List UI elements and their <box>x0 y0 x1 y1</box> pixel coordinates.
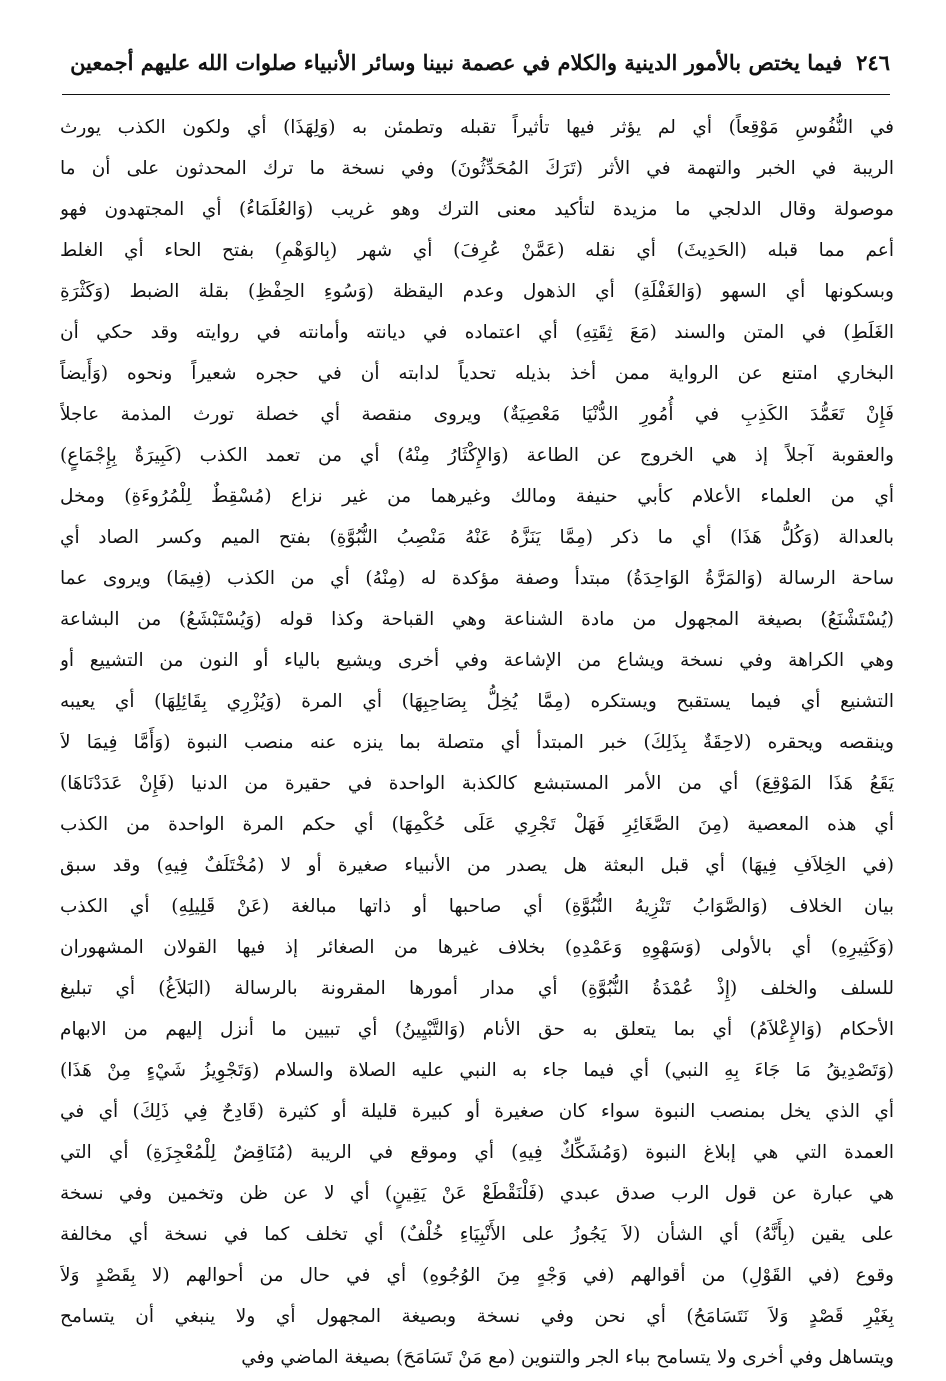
text-line: للسلف والخلف (إِذْ عُمْدَةُ النُّبُوَّةِ) أي مدار أمورها المقرونة بالرسالة (البَلاَغُ) أي تبليغ <box>60 978 894 999</box>
text-line: (وَكَثِيرِهِ) أي بالأولى (وَسَهْوِهِ وَعَمْدِهِ) بخلاف غيرها من الصغائر إذ فيها القولان المشهوران <box>60 937 894 958</box>
text-line: أي هذه المعصية (مِنَ الصَّغَائِرِ فَهَلْ تَجْرِي عَلَى حُكْمِهَا) أي حكم المرة الواحدة من الكذب <box>60 814 894 835</box>
text-line: وقوع (في القَوْلِ) من أقوالهم (في وَجْهٍ مِنَ الوُجُوهِ) أي في حال من أحوالهم (لا بِقَصْدٍ وَلاَ <box>60 1265 894 1286</box>
page-number: ٢٤٦ <box>856 49 890 75</box>
text-line: يَقَعُ هَذَا المَوْقِعَ) أي من الأمر المستبشع كالكذبة الواحدة في حقيرة من الدنيا (فَإِنْ عَدَدْنَاهَا) <box>60 773 894 794</box>
text-line: وهي الكراهة وفي نسخة ويشاع من الإشاعة وفي أخرى ويشيع بالياء أو النون من التشييع أو <box>60 650 894 671</box>
text-line: (يُسْتَشْنَعُ) بصيغة المجهول من مادة الشناعة وهي القباحة وكذا قوله (وَيُسْتَبْشَعُ) من البشاعة <box>60 609 894 630</box>
running-header <box>58 42 890 82</box>
text-line: فَإِنْ تَعَمُّدَ الكَذِبِ في أُمُورِ الدُّنْيَا مَعْصِيَةٌ) ويروى منقصة أي خصلة تورث المذمة عاجلاً <box>60 404 894 425</box>
text-line: أي الذي يخل بمنصب النبوة سواء كان صغيرة أو كبيرة قليلة أو كثيرة (قَادِحٌ فِي ذَلِكَ) أي في <box>60 1101 894 1122</box>
text-line: هي عبارة عن قول الرب صدق عبدي (فَلْنَقْطَعْ عَنْ يَقِينٍ) أي لا عن ظن وتخمين وفي نسخة <box>60 1183 894 1204</box>
text-line: ساحة الرسالة (وَالمَرَّةُ الوَاحِدَةُ) مبتدأ وصفة مؤكدة له (مِنْهُ) أي من الكذب (فِيمَا) ويروى عما <box>60 568 894 589</box>
text-line: الأحكام (وَالإِعْلاَمُ) أي بما يتعلق به حق الأنام (وَالتَّبْيِينُ) أي تبيين ما أنزل إليهم من الابهام <box>60 1019 894 1040</box>
text-line: بيان الخلاف (وَالصَّوَابُ تَنْزِيهُ النُّبُوَّةِ) أي صاحبها أو ذاتها مبالغة (عَنْ قَلِيلِهِ) أي الكذب <box>60 896 894 917</box>
text-line: (وَتَصْدِيقُ مَا جَاءَ بِهِ النبي) أي فيما جاء به النبي عليه الصلاة والسلام (وَتَجْوِيزُ شَيْءٍ مِنْ هَذَا) <box>60 1060 894 1081</box>
text-line: الغَلَطِ) في المتن والسند (مَعَ ثِقَتِهِ) أي اعتماده في ديانته وأمانته في روايته وقد حكي أن <box>60 322 894 343</box>
text-line: (في الخِلاَفِ فِيهَا) أي قبل البعثة هل يصدر من الأنبياء صغيرة أو لا (مُخْتَلَفٌ فِيهِ) وقد سبق <box>60 855 894 876</box>
text-line: العمدة التي هي إبلاغ النبوة (وَمُشَكِّكٌ فِيهِ) أي وموقع في الريبة (مُنَاقِضٌ لِلْمُعْجِزَةِ) أي التي <box>60 1142 894 1163</box>
text-line: التشنيع أي فيما يستقبح ويستكره (مِمَّا يُخِلُّ بِصَاحِبِهَا) أي المرة (وَيُزْرِي بِقَائِلِهَا) أي يعيبه <box>60 691 894 712</box>
text-line: بالعدالة (وَكُلُّ هَذَا) أي ما ذكر (مِمَّا يَنَزَّهُ عَنْهُ مَنْصِبُ النُّبُوَّةِ) بفتح الميم وكسر الصاد أي <box>60 527 894 548</box>
text-line: الريبة في الخبر والتهمة في الأثر (تَرَكَ المُحَدِّثُونَ) وفي نسخة ما ترك المحدثون على أن ما <box>60 158 894 179</box>
text-line: على يقين (بِأَنَّهُ) أي الشأن (لاَ يَجُوزُ على الأَنْبِيَاءِ خُلْفٌ) أي تخلف كما في نسخة أي مخالفة <box>60 1224 894 1245</box>
body-text <box>60 107 894 1378</box>
text-line: أعم مما قبله (الحَدِيثَ) أي نقله (عَمَّنْ عُرِفَ) أي شهر (بِالوَهْمِ) بفتح الحاء أي الغلط <box>60 240 894 261</box>
text-line: وينقصه ويحقره (لاحِقَةٌ بِذَلِكَ) خبر المبتدأ أي متصلة بما ينزه عنه منصب النبوة (وَأَمَّا فِيمَا لاَ <box>60 732 894 753</box>
text-line: في النُّفُوسِ مَوْقِعاً) أي لم يؤثر فيها تأثيراً تقبله وتطمئن به (وَلِهَذَا) أي ولكون الكذب يورث <box>60 117 894 138</box>
text-line: ويتساهل وفي أخرى ولا يتسامح بباء الجر والتنوين (مع مَنْ تَسَامَحَ) بصيغة الماضي وفي <box>241 1347 894 1368</box>
text-line: وبسكونها أي السهو (وَالغَفْلَةِ) أي الذهول وعدم اليقظة (وَسُوءِ الحِفْظِ) بقلة الضبط (وَكَثْرَةِ <box>60 281 894 302</box>
header-divider <box>62 94 890 95</box>
text-line: بِغَيْرِ قَصْدٍ وَلاَ نَتَسَامَحُ) أي نحن وفي نسخة وبصيغة المجهول أي ولا ينبغي أن يتسامح <box>60 1306 894 1327</box>
text-line: البخاري امتنع عن الرواية ممن أخذ بذيله تحدياً لدابته أن في حجره شعيراً ونحوه (وَأَيضاً <box>60 363 894 384</box>
text-line: موصولة وقال الدلجي ما مزيدة لتأكيد معنى الترك وهو غريب (وَالعُلَمَاءُ) أي المجتهدون فهو <box>60 199 894 220</box>
text-line: أي من العلماء الأعلام كأبي حنيفة ومالك وغيرهما من غير نزاع (مُسْقِطٌ لِلْمُرُوءَةِ) ومخل <box>60 486 894 507</box>
text-line: والعقوبة آجلاً إذ هي الخروج عن الطاعة (وَالإِكْثَارُ مِنْهُ) أي من تعمد الكذب (كَبِيرَةٌ بِإِجْمَاعٍ) <box>60 445 894 466</box>
header-title: فيما يختص بالأمور الدينية والكلام في عصمة نبينا وسائر الأنبياء صلوات الله عليهم أجمعين <box>70 49 843 75</box>
